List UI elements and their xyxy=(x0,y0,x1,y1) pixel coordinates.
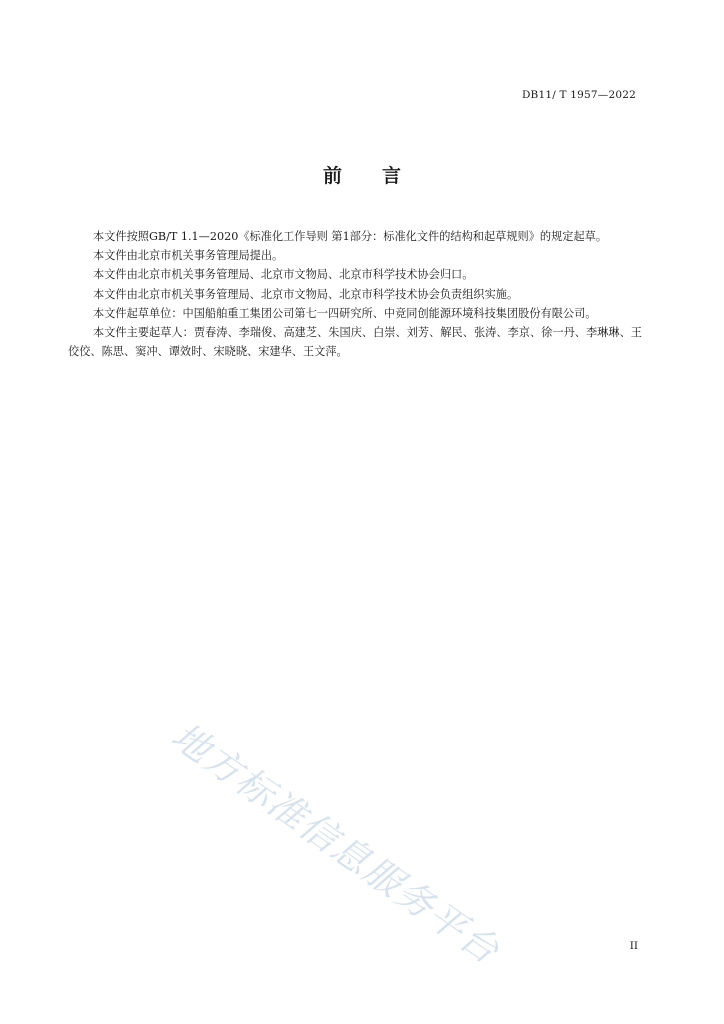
foreword-body xyxy=(68,227,642,361)
paragraph-proposed-by: 本文件由北京市机关事务管理局提出。 xyxy=(93,249,284,263)
paragraph-drafting-units: 本文件起草单位：中国船舶重工集团公司第七一四研究所、中竞同创能源环境科技集团股份有限公司。 xyxy=(93,306,597,320)
watermark: 地方标准信息服务平台 xyxy=(163,714,508,974)
paragraph-implementation: 本文件由北京市机关事务管理局、北京市文物局、北京市科学技术协会负责组织实施。 xyxy=(93,287,519,301)
standard-code: DB11/ T 1957—2022 xyxy=(521,89,636,101)
title-char-1: 前 xyxy=(322,165,342,187)
page-number: II xyxy=(629,940,638,952)
paragraph-drafters: 本文件主要起草人：贾春涛、李瑞俊、高建芝、朱国庆、白崇、刘芳、解民、张涛、李京、徐一丹、李琳琳、王佼佼、陈思、窦冲、谭效时、宋晓晓、宋建华、王文萍。 xyxy=(68,326,642,359)
paragraph-under-jurisdiction: 本文件由北京市机关事务管理局、北京市文物局、北京市科学技术协会归口。 xyxy=(93,268,474,282)
title-char-2: 言 xyxy=(382,165,402,187)
section-title xyxy=(0,161,724,188)
paragraph-drafting-basis: 本文件按照GB/T 1.1—2020《标准化工作导则 第1部分：标准化文件的结构和起草规则》的规定起草。 xyxy=(93,230,608,243)
